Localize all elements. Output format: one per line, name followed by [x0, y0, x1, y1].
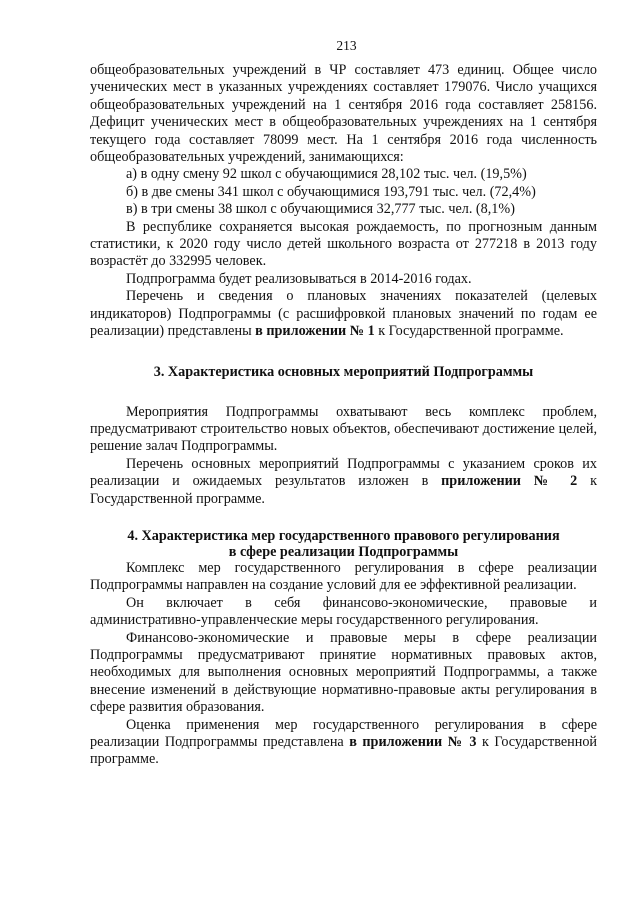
paragraph-implementation-period: Подпрограмма будет реализовываться в 2014-2016 годах.	[126, 270, 472, 287]
paragraph-regulation-complex: Комплекс мер государственного регулирования в сфере реализации Подпрограммы направлен на создание условий для ее эффективной реализации.	[90, 559, 597, 594]
paragraph-activities-list-tail: к Государственной программе.	[90, 473, 597, 507]
paragraph-regulation-assessment	[90, 717, 597, 769]
section-4-heading-line-1: 4. Характеристика мер государственного правового регулирования	[127, 527, 560, 544]
paragraph-indicators-tail: к Государственной программе.	[374, 323, 564, 340]
section-3-heading: 3. Характеристика основных мероприятий Подпрограммы	[153, 363, 534, 380]
list-item-three-shifts: в) в три смены 38 школ с обучающимися 32,777 тыс. чел. (8,1%)	[126, 201, 515, 218]
paragraph-regulation-assessment-tail: к Государственной программе.	[90, 734, 598, 768]
paragraph-activities-scope: Мероприятия Подпрограммы охватывают весь комплекс проблем, предусматривают строительство новых объектов, обеспечивают достижение целей, решение залач Подпрограммы.	[90, 403, 597, 455]
paragraph-birth-rate: В республике сохраняется высокая рождаемость, по прогнозным данным статистики, к 2020 году число детей школьного возраста от 277218 в 2013 году возрастёт до 332995 человек.	[90, 218, 597, 270]
list-item-one-shift: а) в одну смену 92 школ с обучающимися 28,102 тыс. чел. (19,5%)	[126, 166, 527, 183]
paragraph-financial-legal-measures: Финансово-экономические и правовые меры в сфере реализации Подпрограммы предусматривают принятие нормативных правовых актов, необходимых для выполнения основных мероприятий Подпрограммы, а также внесение изменений в действующие нормативно-правовые акты регулирования в сфере развития образования.	[90, 629, 597, 716]
paragraph-activities-list	[90, 456, 597, 508]
list-item-two-shifts: б) в две смены 341 школ с обучающимися 193,791 тыс. чел. (72,4%)	[126, 183, 536, 200]
paragraph-regulation-types: Он включает в себя финансово-экономические, правовые и административно-управленческие меры государственного регулирования.	[90, 594, 597, 629]
page-number: 213	[336, 38, 357, 53]
paragraph-schools-stats: общеобразовательных учреждений в ЧР составляет 473 единиц. Общее число ученических мест в указанных учреждениях составляет 179076. Число учащихся общеобразовательных учреждений на 1 сентября 2016 года составляет 258156. Дефицит ученических мест в общеобразовательных учреждениях на 1 сентября текущего года составляет 78099 мест. На 1 сентября 2016 года численность общеобразовательных учреждений, занимающихся:	[90, 62, 597, 166]
appendix-2-reference: приложении № 2	[441, 473, 578, 490]
appendix-3-reference: в приложении № 3	[349, 734, 477, 750]
paragraph-regulation-assessment-text: Оценка применения мер государственного регулирования в сфере реализации Подпрограммы представлена	[90, 716, 597, 750]
paragraph-indicators	[90, 288, 597, 340]
paragraph-indicators-text: Перечень и сведения о плановых значениях показателей (целевых индикаторов) Подпрограммы (с расшифровкой плановых значений по годам ее реализации) представлены	[90, 288, 597, 340]
appendix-1-reference: в приложении № 1	[255, 323, 375, 340]
paragraph-activities-list-text: Перечень основных мероприятий Подпрограммы с указанием сроков их реализации и ожидаемых результатов изложен в	[90, 455, 597, 490]
section-4-heading-line-2: в сфере реализации Подпрограммы	[228, 543, 459, 560]
